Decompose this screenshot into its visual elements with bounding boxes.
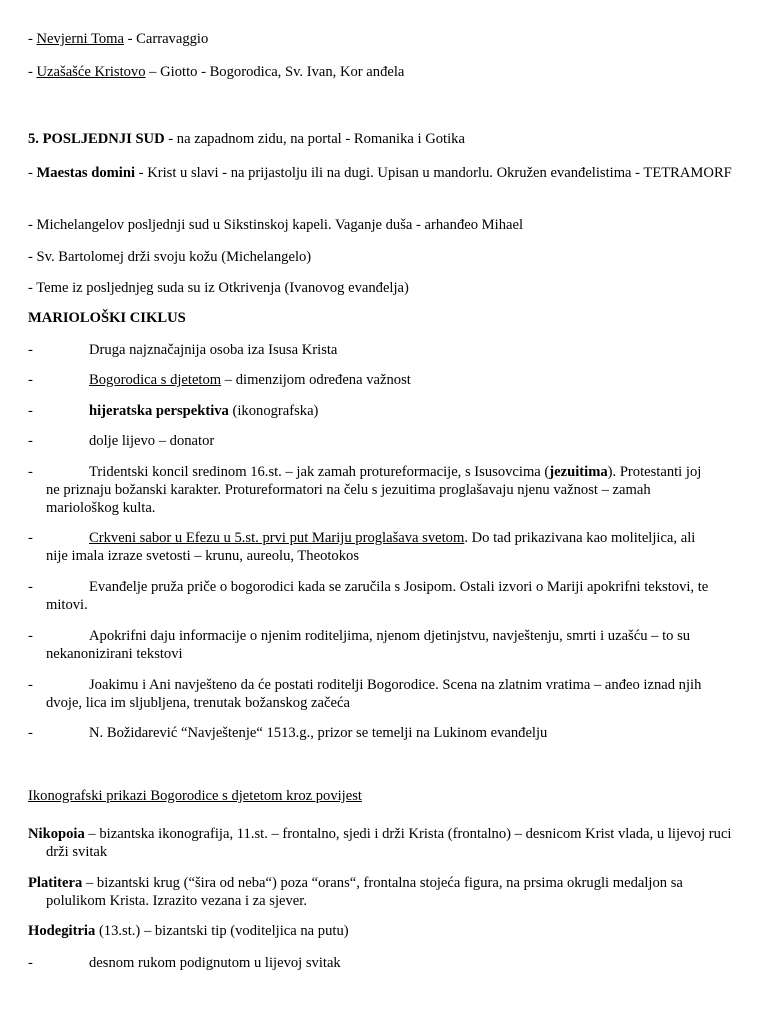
dash: -	[28, 677, 33, 693]
list-item-text: Druga najznačajnija osoba iza Isusa Krista	[89, 342, 338, 358]
dash: -	[28, 433, 33, 449]
dash: -	[28, 725, 33, 741]
dash: -	[28, 372, 33, 388]
line-nevjerni-toma	[28, 30, 718, 48]
uzasasce-link[interactable]: Uzašašće Kristovo	[36, 64, 146, 80]
dash: -	[28, 955, 33, 971]
line-michelangelo: - Michelangelov posljednji sud u Sikstinskoj kapeli. Vaganje duša - arhanđeo Mihael	[28, 217, 524, 233]
line-maestas-domini	[28, 164, 736, 182]
entry-hodegitria	[28, 922, 718, 940]
line-uzasasce	[28, 63, 718, 81]
list-item	[28, 578, 718, 614]
list-item-text: – dimenzijom određena važnost	[221, 372, 411, 388]
bold-term: jezuitima	[549, 464, 608, 480]
list-item-text: ). Protestanti joj ne priznaju božanski karakter. Protureformatori na čelu s jezuitima proglašavaju njenu važnost – zamah mariološkog kulta.	[46, 464, 702, 516]
nevjerni-toma-link[interactable]: Nevjerni Toma	[36, 31, 124, 47]
list-item-text: Evanđelje pruža priče o bogorodici kada se zaručila s Josipom. Ostali izvori o Mariji apokrifni tekstovi, te mitovi.	[46, 579, 709, 613]
list-item-text: N. Božidarević “Navještenje“ 1513.g., prizor se temelji na Lukinom evanđelju	[89, 725, 548, 741]
line-text: - Carravaggio	[123, 31, 209, 47]
dash: -	[28, 628, 33, 644]
line-teme: - Teme iz posljednjeg suda su iz Otkrivenja (Ivanovog evanđelja)	[28, 280, 409, 296]
line-text: - Krist u slavi - na prijastolju ili na dugi. Upisan u mandorlu. Okružen evanđelistima - TETRAMORF	[135, 165, 732, 181]
underlined-term[interactable]: Bogorodica s djetetom	[89, 372, 222, 388]
entry-platitera	[28, 874, 736, 910]
dash: -	[28, 64, 37, 80]
list-item-text: dolje lijevo – donator	[89, 433, 215, 449]
dash: -	[28, 342, 33, 358]
list-item	[28, 402, 718, 420]
list-item-text: (ikonografska)	[228, 403, 319, 419]
dash: -	[28, 165, 37, 181]
list-item	[28, 371, 718, 389]
list-item-text: . Do tad prikazivana kao moliteljica, ali nije imala izraze svetosti – krunu, aureolu, Theotokos	[46, 530, 696, 564]
line-text: – Giotto - Bogorodica, Sv. Ivan, Kor anđela	[145, 64, 405, 80]
entry-text: – bizantska ikonografija, 11.st. – frontalno, sjedi i drži Krista (frontalno) – desnicom Krist vlada, u lijevoj ruci drži svitak	[46, 826, 732, 860]
section-posljednji-sud	[28, 130, 718, 148]
list-item-text: Apokrifni daju informacije o njenim roditeljima, njenom djetinjstvu, navještenju, smrti i uzašću – to su nekanonizirani tekstovi	[46, 628, 691, 662]
list-item-text: Tridentski koncil sredinom 16.st. – jak zamah protureformacije, s Isusovcima (	[89, 464, 550, 480]
bold-term: hijeratska perspektiva	[89, 403, 229, 419]
bold-term: Platitera	[28, 875, 83, 891]
dash: -	[28, 31, 37, 47]
dash: -	[28, 579, 33, 595]
entry-text: (13.st.) – bizantski tip (voditeljica na putu)	[95, 923, 349, 939]
list-item	[28, 954, 718, 972]
entry-nikopoia	[28, 825, 736, 861]
bold-term: Nikopoia	[28, 826, 85, 842]
underlined-term[interactable]: Crkveni sabor u Efezu u 5.st. prvi put Mariju proglašava svetom	[89, 530, 465, 546]
line-bartolomej: - Sv. Bartolomej drži svoju kožu (Michelangelo)	[28, 249, 312, 265]
dash: -	[28, 464, 33, 480]
dash: -	[28, 530, 33, 546]
list-item	[28, 627, 718, 663]
line-text: - na zapadnom zidu, na portal - Romanika i Gotika	[164, 131, 465, 147]
entry-text: – bizantski krug (“šira od neba“) poza “orans“, frontalna stojeća figura, na prsima okrugli medaljon sa polulikom Krista. Izrazito vezana i za sjever.	[46, 875, 683, 909]
dash: -	[28, 403, 33, 419]
list-item	[28, 341, 718, 359]
bold-term: Maestas domini	[36, 165, 136, 181]
list-item	[28, 432, 718, 450]
list-item	[28, 463, 718, 517]
list-item-text: desnom rukom podignutom u lijevoj svitak	[89, 955, 341, 971]
list-item	[28, 676, 718, 712]
section-title: 5. POSLJEDNJI SUD	[28, 131, 165, 147]
heading-ikonografski-prikazi[interactable]: Ikonografski prikazi Bogorodice s djetetom kroz povijest	[28, 788, 362, 804]
bold-term: Hodegitria	[28, 923, 96, 939]
heading-mariologiski-ciklus: MARIOLOŠKI CIKLUS	[28, 310, 186, 326]
list-item-text: Joakimu i Ani navješteno da će postati roditelji Bogorodice. Scena na zlatnim vratima – anđeo iznad njih dvoje, lica im sljubljena, trenutak božanskog začeća	[46, 677, 702, 711]
list-item	[28, 724, 718, 742]
list-item	[28, 529, 718, 565]
